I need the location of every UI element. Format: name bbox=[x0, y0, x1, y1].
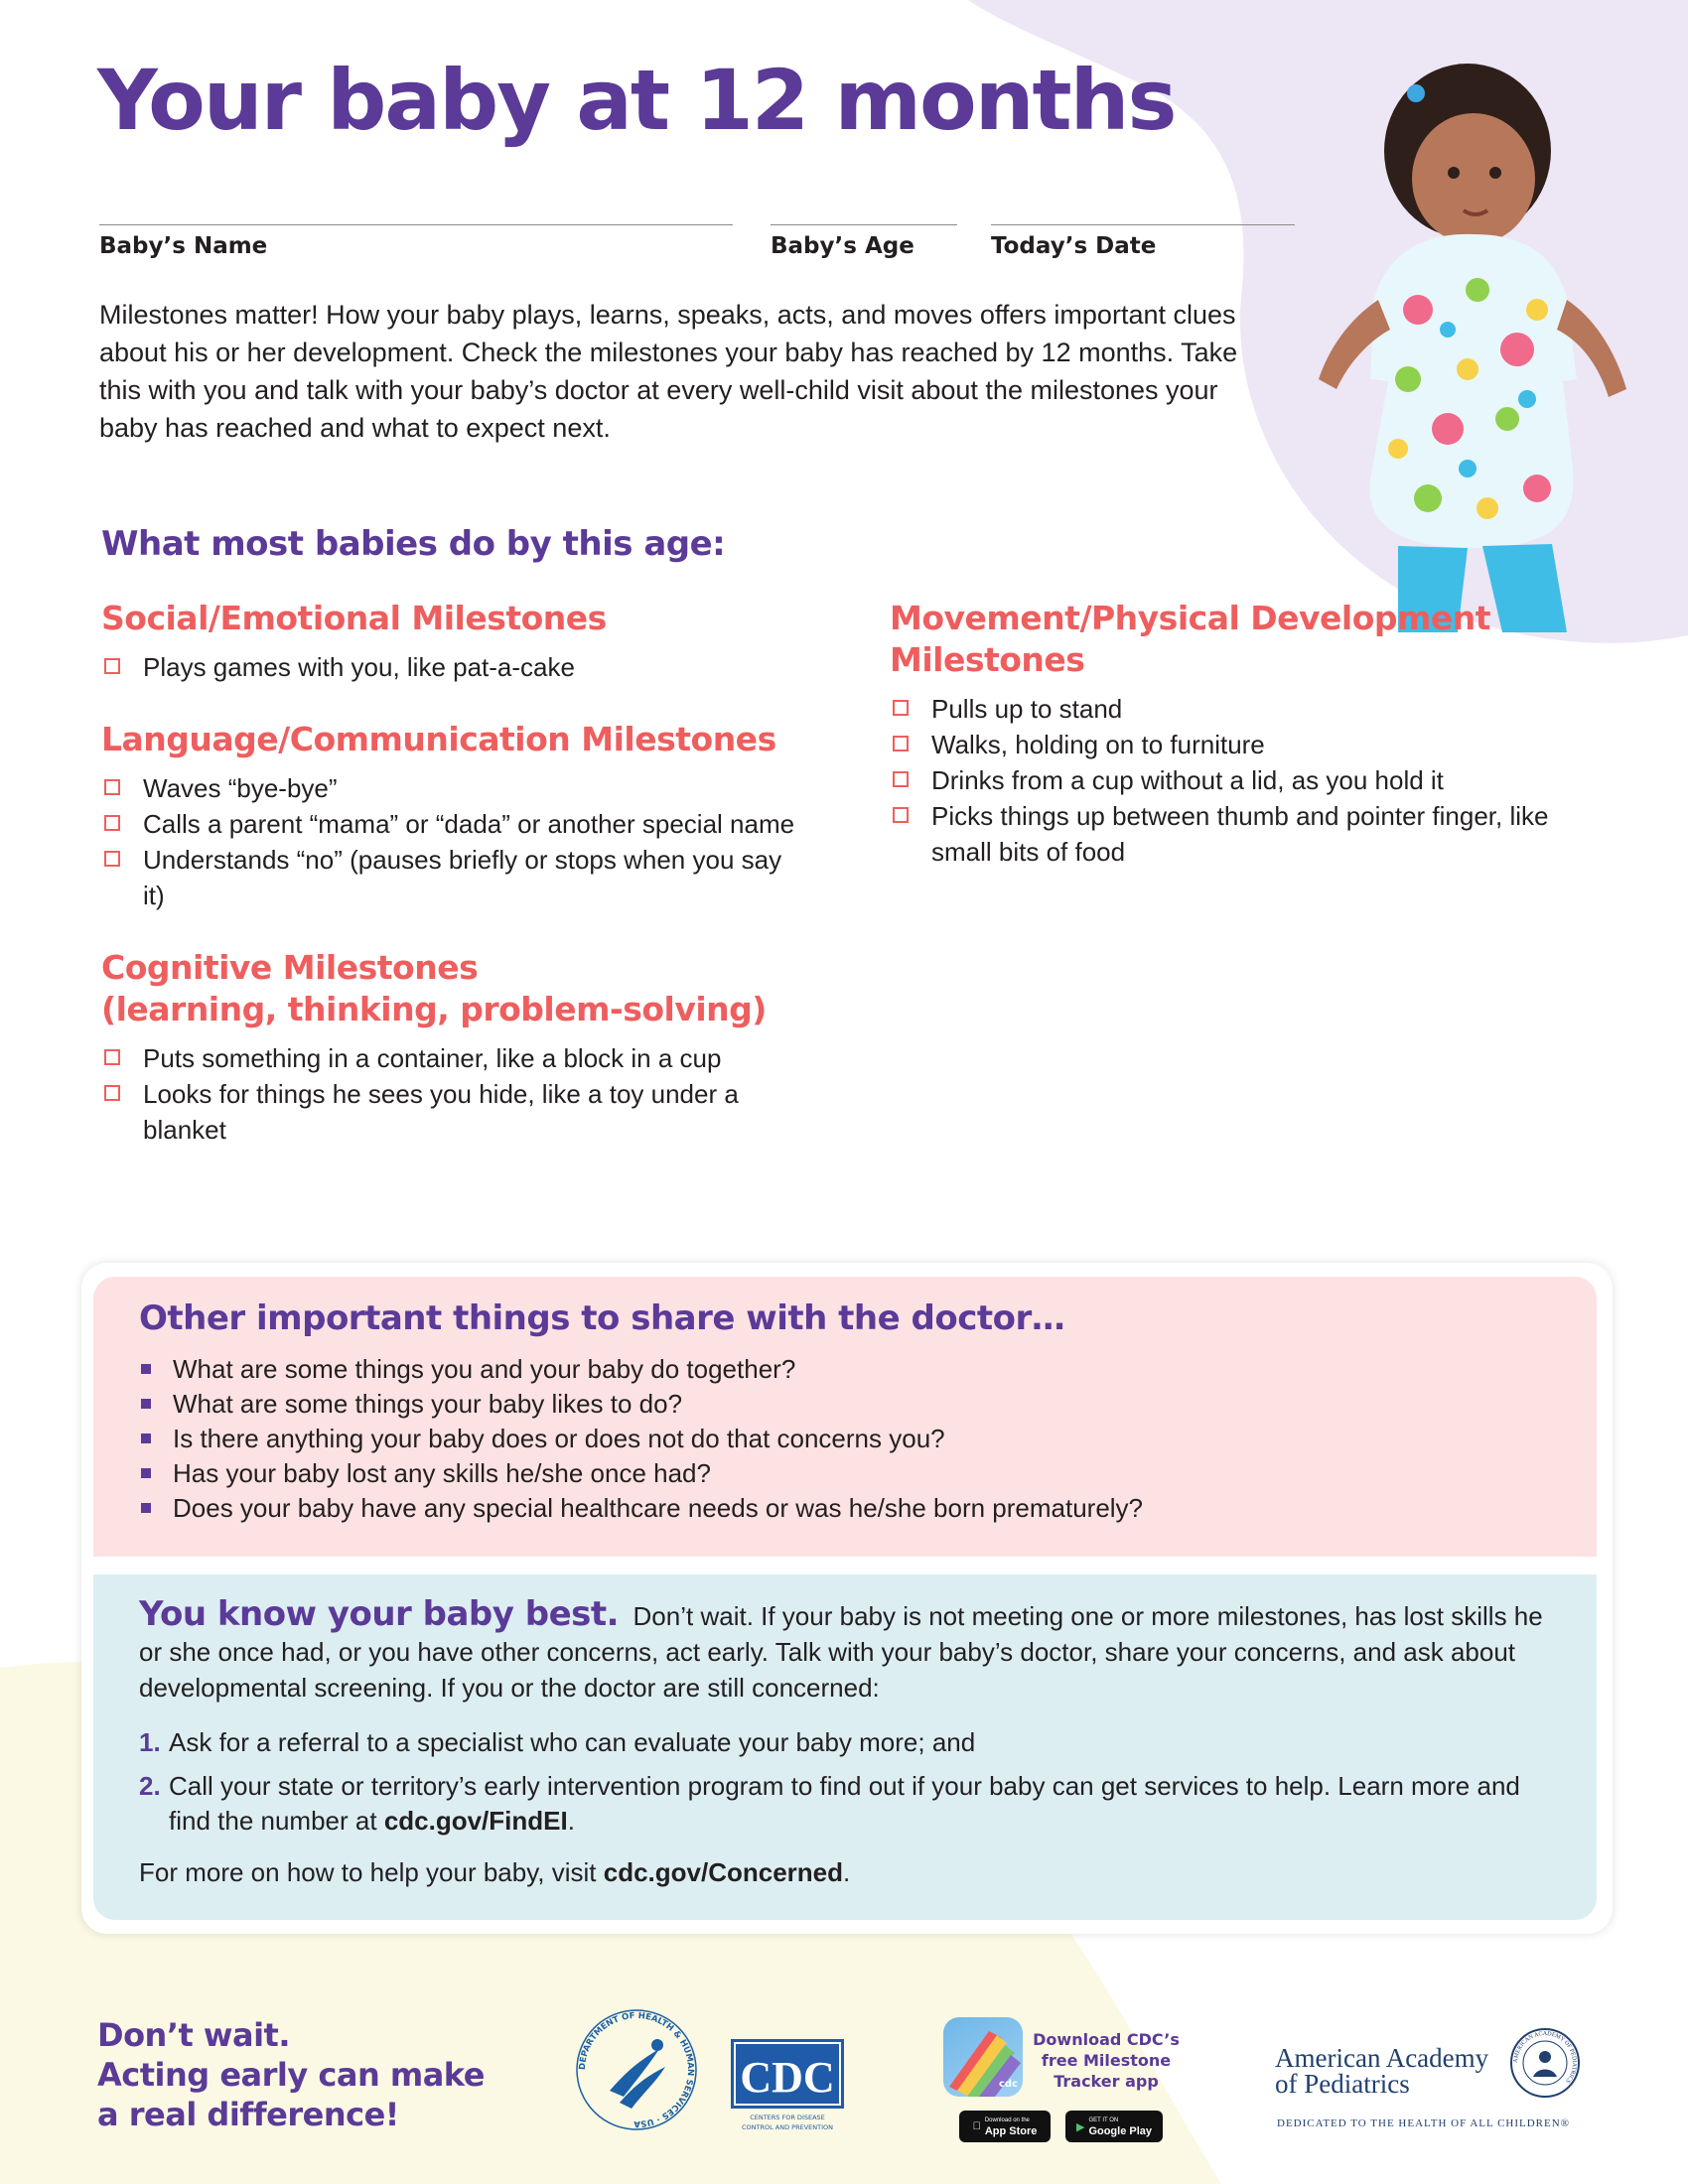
todays-date-label: Today’s Date bbox=[991, 233, 1157, 259]
checkbox[interactable] bbox=[893, 771, 909, 787]
milestone-item: Pulls up to stand bbox=[890, 691, 1575, 727]
aap-name: American Academy of Pediatrics bbox=[1275, 2043, 1489, 2099]
apple-icon bbox=[973, 2120, 981, 2132]
milestone-checklist bbox=[890, 691, 1575, 870]
play-icon: ▶ bbox=[1075, 2120, 1085, 2133]
milestone-section bbox=[101, 947, 796, 1148]
more-text: For more on how to help your baby, visit bbox=[139, 1857, 604, 1887]
bullet-icon bbox=[141, 1364, 151, 1374]
milestone-item: Waves “bye-bye” bbox=[101, 770, 796, 806]
know-paragraph bbox=[139, 1596, 1559, 1706]
milestones-right-column bbox=[890, 598, 1575, 903]
hhs-logo bbox=[572, 2005, 701, 2134]
baby-age-field[interactable] bbox=[771, 224, 957, 259]
footer-line: a real difference! bbox=[97, 2096, 399, 2133]
doctor-question: What are some things you and your baby do together? bbox=[139, 1352, 1143, 1387]
app-download-text bbox=[1033, 2029, 1180, 2092]
step-text: Ask for a referral to a specialist who can evaluate your baby more; and bbox=[169, 1727, 976, 1757]
todays-date-field[interactable] bbox=[991, 224, 1295, 259]
concerned-link[interactable]: cdc.gov/Concerned bbox=[603, 1857, 844, 1887]
action-step: 2. Call your state or territory’s early intervention program to find out if your baby can get services to help. Learn more and find the number at cdc.gov/FindEI. bbox=[139, 1771, 1520, 1836]
cdc-logo bbox=[729, 2037, 846, 2132]
baby-photo bbox=[1279, 52, 1656, 632]
know-heading: You know your baby best. bbox=[139, 1594, 620, 1634]
milestone-checklist bbox=[101, 770, 796, 913]
know-text: Don’t wait. If your baby is not meeting one or more milestones, has lost skills he or she once had, or you have other concerns, act early. Talk with your baby’s doctor, share your concerns, and ask about developmental screening. If you or the doctor are still concerned: bbox=[139, 1601, 1543, 1703]
cdc-subtitle-2: CONTROL AND PREVENTION bbox=[741, 2123, 834, 2131]
app-store-small: Download on the bbox=[980, 2117, 1026, 2123]
intro-paragraph: Milestones matter! How your baby plays, learns, speaks, acts, and moves offers important clues about his or her development. Check the milestones your baby has reached by 12 months. Take this with you and talk with your baby’s doctor at every well-child visit about the milestones your baby has reached and what to expect next. bbox=[99, 300, 1238, 443]
checkbox[interactable] bbox=[893, 700, 909, 716]
checkbox[interactable] bbox=[104, 779, 120, 795]
step-text: Call your state or territory’s early intervention program to find out if your baby can get services to help. Learn more and find the number at bbox=[169, 1771, 1520, 1836]
app-store-badge[interactable] bbox=[959, 2111, 1051, 2142]
section-title: Social/Emotional Milestones bbox=[101, 599, 607, 637]
milestone-checklist bbox=[101, 1040, 796, 1148]
footer-line: Acting early can make bbox=[97, 2056, 485, 2094]
checkbox[interactable] bbox=[104, 1049, 120, 1065]
cdc-subtitle-1: CENTERS FOR DISEASE bbox=[750, 2114, 825, 2121]
baby-name-field[interactable] bbox=[99, 224, 733, 259]
more-info: For more on how to help your baby, visit cdc.gov/Concerned. bbox=[139, 1857, 851, 1887]
doctor-list bbox=[139, 1352, 1143, 1526]
doctor-question: Has your baby lost any skills he/she once had? bbox=[139, 1456, 1143, 1491]
milestone-checklist bbox=[101, 649, 796, 685]
milestone-item: Picks things up between thumb and pointer finger, like small bits of food bbox=[890, 798, 1575, 870]
baby-name-label: Baby’s Name bbox=[99, 233, 268, 259]
action-step: 1. Ask for a referral to a specialist who can evaluate your baby more; and bbox=[139, 1727, 976, 1757]
bullet-icon bbox=[141, 1468, 151, 1478]
section-title: Cognitive Milestones (learning, thinking, problem-solving) bbox=[101, 948, 767, 1028]
page-title: Your baby at 12 months bbox=[97, 52, 1176, 149]
checkbox[interactable] bbox=[893, 736, 909, 751]
milestone-tracker-app-icon[interactable] bbox=[943, 2017, 1023, 2097]
milestone-item: Puts something in a container, like a block in a cup bbox=[101, 1040, 796, 1076]
milestones-subhead: What most babies do by this age: bbox=[101, 524, 726, 564]
doctor-question: What are some things your baby likes to do? bbox=[139, 1387, 1143, 1422]
doctor-title: Other important things to share with the doctor… bbox=[139, 1298, 1065, 1338]
app-line: free Milestone bbox=[1041, 2051, 1172, 2070]
milestone-item: Understands “no” (pauses briefly or stops when you say it) bbox=[101, 842, 796, 913]
app-store-label: App Store bbox=[980, 2125, 1034, 2137]
checkbox[interactable] bbox=[104, 658, 120, 674]
aap-seal-logo bbox=[1509, 2027, 1581, 2099]
milestone-section bbox=[890, 598, 1575, 870]
google-play-badge[interactable] bbox=[1065, 2111, 1163, 2142]
checkbox[interactable] bbox=[893, 807, 909, 823]
footer-tagline bbox=[97, 2015, 485, 2134]
checkbox[interactable] bbox=[104, 815, 120, 831]
section-title: Movement/Physical Development Milestones bbox=[890, 599, 1491, 679]
checkbox[interactable] bbox=[104, 851, 120, 867]
doctor-question: Does your baby have any special healthcare needs or was he/she born prematurely? bbox=[139, 1491, 1143, 1526]
checkbox[interactable] bbox=[104, 1085, 120, 1101]
bullet-icon bbox=[141, 1399, 151, 1409]
milestone-section bbox=[101, 598, 796, 685]
cdc-wordmark: CDC bbox=[740, 2053, 835, 2102]
google-play-small: GET IT ON bbox=[1088, 2117, 1119, 2123]
baby-age-label: Baby’s Age bbox=[771, 233, 914, 259]
milestone-item: Plays games with you, like pat-a-cake bbox=[101, 649, 796, 685]
app-icon-label: cdc bbox=[999, 2079, 1019, 2090]
hhs-ring-text: DEPARTMENT OF HEALTH & HUMAN SERVICES · USA bbox=[577, 2010, 696, 2129]
findei-link[interactable]: cdc.gov/FindEI bbox=[383, 1806, 568, 1836]
app-stripes-icon bbox=[943, 2017, 1023, 2097]
milestone-item: Drinks from a cup without a lid, as you hold it bbox=[890, 762, 1575, 798]
milestone-item: Walks, holding on to furniture bbox=[890, 727, 1575, 762]
aap-seal-text: AMERICAN ACADEMY OF PEDIATRICS bbox=[1512, 2030, 1578, 2085]
milestone-item: Looks for things he sees you hide, like a toy under a blanket bbox=[101, 1076, 796, 1148]
app-line: Download CDC’s bbox=[1033, 2030, 1180, 2049]
aap-tagline: DEDICATED TO THE HEALTH OF ALL CHILDREN® bbox=[1277, 2117, 1571, 2129]
app-line: Tracker app bbox=[1054, 2072, 1159, 2091]
footer-line: Don’t wait. bbox=[97, 2016, 290, 2054]
section-title: Language/Communication Milestones bbox=[101, 720, 776, 758]
action-steps bbox=[139, 1725, 1559, 1847]
milestone-item: Calls a parent “mama” or “dada” or another special name bbox=[101, 806, 796, 842]
bullet-icon bbox=[141, 1503, 151, 1513]
google-play-label: Google Play bbox=[1088, 2125, 1153, 2137]
bullet-icon bbox=[141, 1433, 151, 1443]
doctor-question: Is there anything your baby does or does not do that concerns you? bbox=[139, 1422, 1143, 1456]
milestone-section bbox=[101, 719, 796, 913]
milestones-left-column bbox=[101, 598, 796, 1181]
